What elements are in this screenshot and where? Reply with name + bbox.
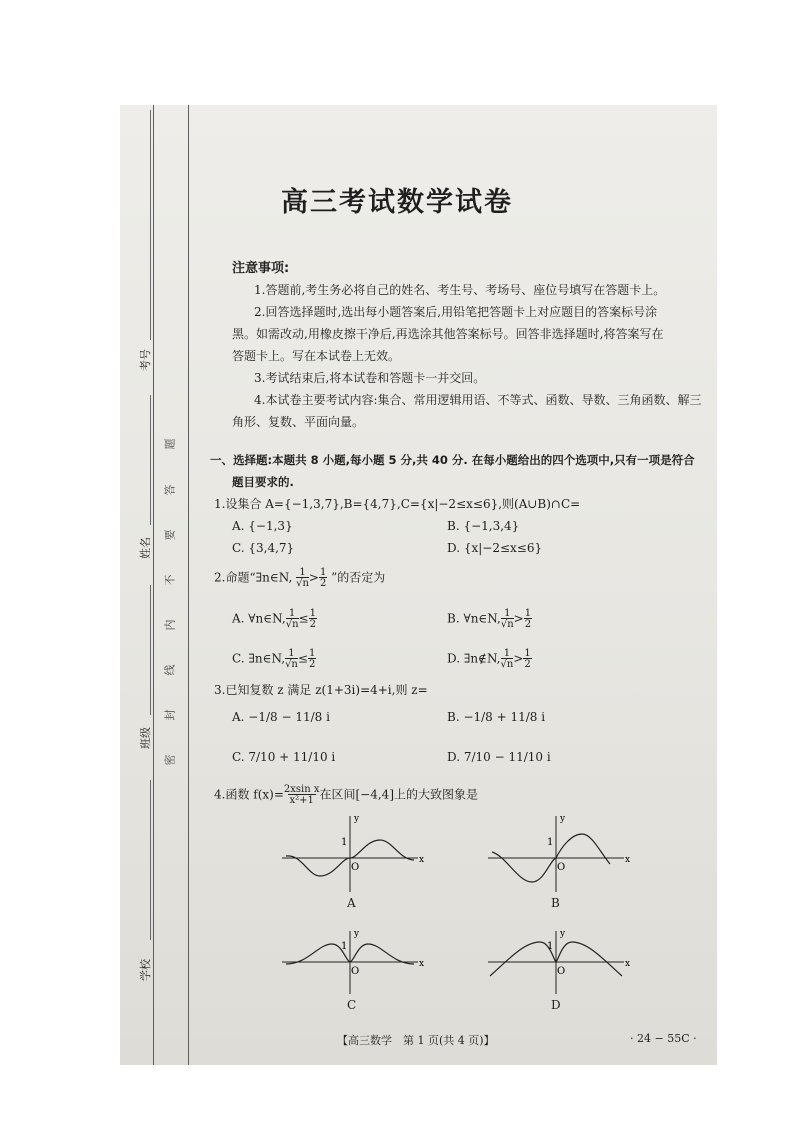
origin-label: O xyxy=(351,862,360,873)
graph-a xyxy=(278,812,424,894)
axis-x-label: x xyxy=(625,959,630,969)
origin-label: O xyxy=(557,966,566,977)
frac-1-2 xyxy=(524,608,532,630)
q1-option-d: D. {x|−2≤x≤6} xyxy=(447,541,543,555)
q3-option-d: D. 7/10 − 11/10 i xyxy=(447,750,551,764)
frac-den: √n xyxy=(296,578,309,589)
frac-1-sqrt-n xyxy=(285,648,298,670)
notice-line: 3.考试结束后,将本试卷和答题卡一并交回。 xyxy=(254,371,486,385)
frac-1-2 xyxy=(308,648,316,670)
q3-stem: 3.已知复数 z 满足 z(1+3i)=4+i,则 z= xyxy=(214,683,428,697)
frac-1-sqrt-n xyxy=(286,608,299,630)
opt-rel: > xyxy=(513,651,524,666)
q1-option-b: B. {−1,3,4} xyxy=(447,519,520,533)
tick-label: 1 xyxy=(341,941,348,952)
notice-heading: 注意事项: xyxy=(232,261,290,276)
kaohao-label: 考号 xyxy=(139,349,152,371)
graph-a-label: A xyxy=(347,896,356,910)
opt-rel: ≤ xyxy=(297,651,308,666)
opt-pre: B. ∀n∈N, xyxy=(447,611,501,626)
frac-den: 2 xyxy=(309,619,316,630)
frac-num: 1 xyxy=(288,608,296,619)
frac-1-sqrt-n xyxy=(296,567,309,589)
tick-label: 1 xyxy=(341,837,348,848)
opt-pre: D. ∃n∉N, xyxy=(447,651,501,666)
tick-label: 1 xyxy=(547,941,554,952)
origin-label: O xyxy=(351,966,360,977)
q4-stem-post: 在区间[−4,4]上的大致图象是 xyxy=(319,787,479,802)
opt-pre: C. ∃n∈N, xyxy=(232,651,286,666)
graph-c-label: C xyxy=(347,998,357,1012)
frac-den: √n xyxy=(500,619,514,630)
frac-1-sqrt-n xyxy=(501,648,514,670)
q2-stem-post: ”的否定为 xyxy=(331,570,386,585)
seal-char: 内 xyxy=(163,619,177,631)
q2-option-d xyxy=(447,648,532,670)
q2-stem-pre: 2.命题“∃n∈N, xyxy=(214,570,293,585)
frac-1-sqrt-n xyxy=(501,608,514,630)
q3-option-b: B. −1/8 + 11/8 i xyxy=(447,710,546,724)
frac-num: 1 xyxy=(299,567,306,578)
axis-y-label: y xyxy=(560,814,566,824)
seal-char: 不 xyxy=(163,574,177,586)
q2-option-a xyxy=(232,608,317,630)
margin-rule-outer xyxy=(153,105,154,1065)
q2-relation: > xyxy=(308,570,319,585)
graph-b-label: B xyxy=(551,896,560,910)
q4-fraction xyxy=(284,784,320,806)
seal-char: 答 xyxy=(163,484,177,496)
q1-option-a: A. {−1,3} xyxy=(232,519,293,533)
graph-c xyxy=(278,928,424,998)
origin-label: O xyxy=(557,862,566,873)
frac-1-2 xyxy=(309,608,317,630)
q4-stem xyxy=(214,784,478,806)
frac-num: 1 xyxy=(524,648,531,659)
frac-den: 2 xyxy=(524,659,531,670)
frac-den: √n xyxy=(500,659,514,670)
axis-x-label: x xyxy=(419,959,424,969)
section-heading-cont: 题目要求的. xyxy=(232,475,294,489)
footer-code: · 24 − 55C · xyxy=(630,1032,697,1045)
axis-y-label: y xyxy=(560,929,566,939)
q4-stem-pre: 4.函数 f(x)= xyxy=(214,787,284,802)
frac-num: 2xsin x xyxy=(283,784,320,795)
opt-rel: ≤ xyxy=(298,611,309,626)
opt-rel: > xyxy=(513,611,524,626)
frac-num: 1 xyxy=(309,608,316,619)
frac-den: 2 xyxy=(524,619,532,630)
frac-den: x²+1 xyxy=(289,795,314,806)
frac-num: 1 xyxy=(308,648,316,659)
section-heading: 一、选择题:本题共 8 小题,每小题 5 分,共 40 分. 在每小题给出的四个选项中,只有一项是符合 xyxy=(210,453,695,467)
seal-char: 密 xyxy=(163,754,177,766)
frac-num: 1 xyxy=(503,648,511,659)
q1-option-c: C. {3,4,7} xyxy=(232,541,295,555)
banji-line xyxy=(150,585,151,715)
footer-page-info: 【高三数学 第 1 页(共 4 页)】 xyxy=(337,1034,495,1047)
axis-y-label: y xyxy=(354,929,360,939)
q2-option-c xyxy=(232,648,316,670)
axis-x-label: x xyxy=(419,855,424,865)
kaohao-line xyxy=(150,110,151,340)
graph-d-label: D xyxy=(551,998,561,1012)
xuexiao-line xyxy=(150,780,151,940)
tick-label: 1 xyxy=(547,837,554,848)
axis-x-label: x xyxy=(625,855,630,865)
frac-den: √n xyxy=(285,619,299,630)
notice-line: 4.本试卷主要考试内容:集合、常用逻辑用语、不等式、函数、导数、三角函数、解三 xyxy=(254,393,702,407)
seal-char: 要 xyxy=(163,529,177,541)
frac-den: √n xyxy=(285,659,298,670)
q1-stem: 1.设集合 A={−1,3,7},B={4,7},C={x|−2≤x≤6},则(A∪B)∩C= xyxy=(214,497,581,511)
frac-1-2 xyxy=(523,648,531,670)
xingming-line xyxy=(150,395,151,525)
q3-option-c: C. 7/10 + 11/10 i xyxy=(232,750,336,764)
frac-1-2 xyxy=(319,567,327,589)
notice-line: 答题卡上。写在本试卷上无效。 xyxy=(232,349,401,363)
notice-line: 1.答题前,考生务必将自己的姓名、考生号、考场号、座位号填写在答题卡上。 xyxy=(254,283,666,297)
page-title: 高三考试数学试卷 xyxy=(281,187,513,218)
q2-stem xyxy=(214,567,385,589)
xuexiao-label: 学校 xyxy=(139,959,152,981)
banji-label: 班级 xyxy=(139,727,152,749)
q3-option-a: A. −1/8 − 11/8 i xyxy=(232,710,330,724)
frac-den: 2 xyxy=(319,578,327,589)
notice-line: 角形、复数、平面向量。 xyxy=(232,415,365,429)
axis-y-label: y xyxy=(354,814,360,824)
xingming-label: 姓名 xyxy=(139,537,152,559)
frac-num: 1 xyxy=(288,648,295,659)
q2-option-b xyxy=(447,608,532,630)
exam-sheet xyxy=(120,105,717,1065)
frac-den: 2 xyxy=(308,659,316,670)
graph-b xyxy=(484,812,630,894)
seal-char: 封 xyxy=(163,709,177,721)
seal-char: 题 xyxy=(163,438,177,450)
frac-num: 1 xyxy=(524,608,532,619)
seal-char: 线 xyxy=(163,664,177,676)
graph-d xyxy=(484,928,630,998)
frac-num: 1 xyxy=(319,567,327,578)
notice-line: 黑。如需改动,用橡皮擦干净后,再选涂其他答案标号。回答非选择题时,将答案写在 xyxy=(232,327,664,341)
margin-rule-inner xyxy=(188,105,189,1065)
notice-line: 2.回答选择题时,选出每小题答案后,用铅笔把答题卡上对应题目的答案标号涂 xyxy=(254,305,658,319)
frac-num: 1 xyxy=(504,608,511,619)
opt-pre: A. ∀n∈N, xyxy=(232,611,286,626)
